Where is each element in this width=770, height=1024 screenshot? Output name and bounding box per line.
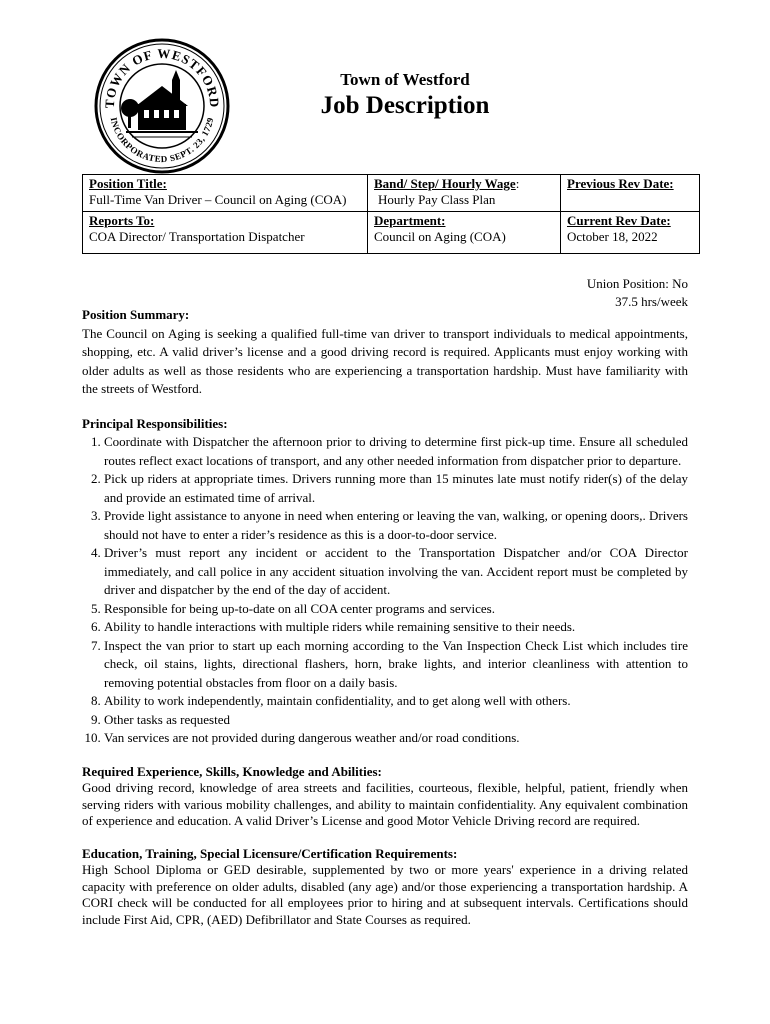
education-text: High School Diploma or GED desirable, supplemented by two or more years' experience in a driving related capacity with preference on older adults, disabled (any age) and/or those experiencing a transportation hardship. A CORI check will be conducted for all employees prior to hiring and at subsequent intervals. Certifications should include First Aid, CPR, (AED) Defibrillator and State Courses as required. [82, 862, 688, 927]
list-item: 3. Provide light assistance to anyone in need when entering or leaving the van, walking, or opening doors,. Drivers should not have to enter a rider’s residence as this is a door-to-door service. [104, 507, 688, 544]
education-heading: Education, Training, Special Licensure/Certification Requirements: [82, 845, 458, 861]
town-name: Town of Westford [340, 70, 470, 89]
position-title-value: Full-Time Van Driver – Council on Aging (COA) [89, 192, 347, 207]
list-item: 2. Pick up riders at appropriate times. Drivers running more than 15 minutes late must notify rider(s) of the delay and provide an estimated time of arrival. [104, 470, 688, 507]
current-rev-label: Current Rev Date: [567, 213, 671, 228]
responsibilities-list [82, 433, 688, 748]
list-item: 7. Inspect the van prior to start up each morning according to the Van Inspection Check List which includes tire check, oil stains, lights, directional flashers, horn, brake lights, and interior cleanliness with attention to removing potential obstacles from floor on a daily basis. [104, 637, 688, 693]
list-item: 5. Responsible for being up-to-date on all COA center programs and services. [104, 600, 688, 619]
list-item: 1. Coordinate with Dispatcher the afternoon prior to driving to determine first pick-up time. Ensure all scheduled routes reflect exact locations of transport, and any other needed information from dispatcher prior to departure. [104, 433, 688, 470]
experience-heading: Required Experience, Skills, Knowledge and Abilities: [82, 763, 382, 779]
previous-rev-label: Previous Rev Date: [567, 176, 674, 191]
position-summary-section [82, 306, 688, 399]
department-value: Council on Aging (COA) [374, 229, 506, 244]
page-title: Job Description [320, 92, 490, 119]
reports-to-cell [83, 212, 368, 254]
weekly-hours: 37.5 hrs/week [615, 294, 688, 309]
reports-to-value: COA Director/ Transportation Dispatcher [89, 229, 305, 244]
band-colon: : [515, 176, 520, 191]
job-description-body [82, 306, 688, 928]
position-summary-heading: Position Summary: [82, 307, 190, 322]
previous-rev-cell [561, 175, 700, 212]
current-rev-cell [561, 212, 700, 254]
band-cell [368, 175, 561, 212]
svg-text:TOWN OF WESTFORD: TOWN OF WESTFORD [101, 45, 223, 109]
band-label: Band/ Step/ Hourly Wage [374, 176, 516, 191]
experience-section [82, 764, 688, 830]
department-cell [368, 212, 561, 254]
list-item: 9. Other tasks as requested [104, 711, 688, 730]
responsibilities-heading: Principal Responsibilities: [82, 415, 228, 431]
experience-text: Good driving record, knowledge of area streets and facilities, courteous, flexible, helpful, patient, friendly when serving riders with various mobility challenges, and ability to maintain confidentiality. Any equivalent combination of experience and education. A valid Driver’s License and good Motor Vehicle Driving record are required. [82, 780, 688, 828]
list-item: 4. Driver’s must report any incident or accident to the Transportation Dispatcher and/or COA Director immediately, and call police in any accident situation involving the van. Accident report must be completed by driver and dispatcher by the end of the day of accident. [104, 544, 688, 600]
band-value: Hourly Pay Class Plan [378, 192, 496, 207]
responsibilities-section [82, 415, 688, 748]
list-item: 8. Ability to work independently, maintain confidentiality, and to get along well with others. [104, 692, 688, 711]
current-rev-value: October 18, 2022 [567, 229, 658, 244]
position-title-label: Position Title: [89, 176, 167, 191]
department-label: Department: [374, 213, 446, 228]
town-seal-logo [92, 36, 232, 176]
position-title-cell [83, 175, 368, 212]
list-item: 10. Van services are not provided during dangerous weather and/or road conditions. [104, 729, 688, 748]
position-summary-text: The Council on Aging is seeking a qualified full-time van driver to transport individuals to medical appointments, shopping, etc. A valid driver’s license and a good driving record is required. Applicants must enjoy working with older adults as well as those residents who are experiencing a transportation hardship. Must have familiarity with the streets of Westford. [82, 325, 688, 396]
reports-to-label: Reports To: [89, 213, 155, 228]
list-item: 6. Ability to handle interactions with multiple riders while remaining sensitive to their needs. [104, 618, 688, 637]
position-info-table [82, 174, 700, 254]
union-position: Union Position: No [586, 276, 688, 291]
svg-text:INCORPORATED SEPT. 23, 1729: INCORPORATED SEPT. 23, 1729 [108, 116, 216, 165]
education-section [82, 846, 688, 929]
